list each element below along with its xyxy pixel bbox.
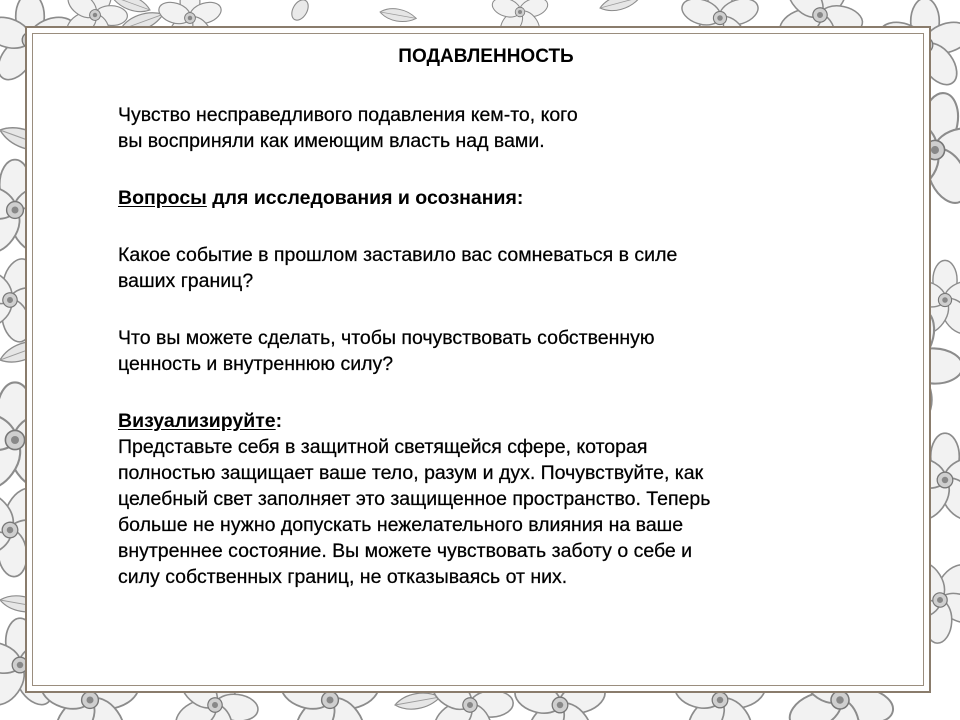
questions-heading	[118, 185, 878, 211]
question-1-line-1: Какое событие в прошлом заставило вас сомневаться в силе	[118, 244, 678, 266]
question-2-line-1: Что вы можете сделать, чтобы почувствовать собственную	[118, 327, 655, 349]
questions-heading-rest: для исследования и осознания:	[206, 187, 524, 209]
intro-line-1: Чувство несправедливого подавления кем-то, кого	[118, 104, 578, 126]
slide-title: ПОДАВЛЕННОСТЬ	[398, 46, 574, 67]
question-1-line-2: ваших границ?	[118, 270, 254, 292]
slide-content	[118, 40, 878, 590]
visualize-line-1: Представьте себя в защитной светящейся сфере, которая	[118, 436, 648, 458]
visualize-heading-colon: :	[275, 410, 283, 432]
intro-line-2: вы восприняли как имеющим власть над вами.	[118, 130, 545, 152]
visualize-line-6: силу собственных границ, не отказываясь от них.	[118, 566, 568, 588]
visualize-heading-word: Визуализируйте	[118, 410, 276, 432]
visualize-line-4: больше не нужно допускать нежелательного влияния на ваше	[118, 514, 684, 536]
questions-heading-underlined: Вопросы	[118, 187, 207, 209]
visualize-line-3: целебный свет заполняет это защищенное пространство. Теперь	[118, 488, 711, 510]
visualize-line-5: внутреннее состояние. Вы можете чувствовать заботу о себе и	[118, 540, 693, 562]
visualize-line-2: полностью защищает ваше тело, разум и дух. Почувствуйте, как	[118, 462, 704, 484]
visualize-heading	[118, 408, 878, 434]
question-2-line-2: ценность и внутреннюю силу?	[118, 353, 394, 375]
